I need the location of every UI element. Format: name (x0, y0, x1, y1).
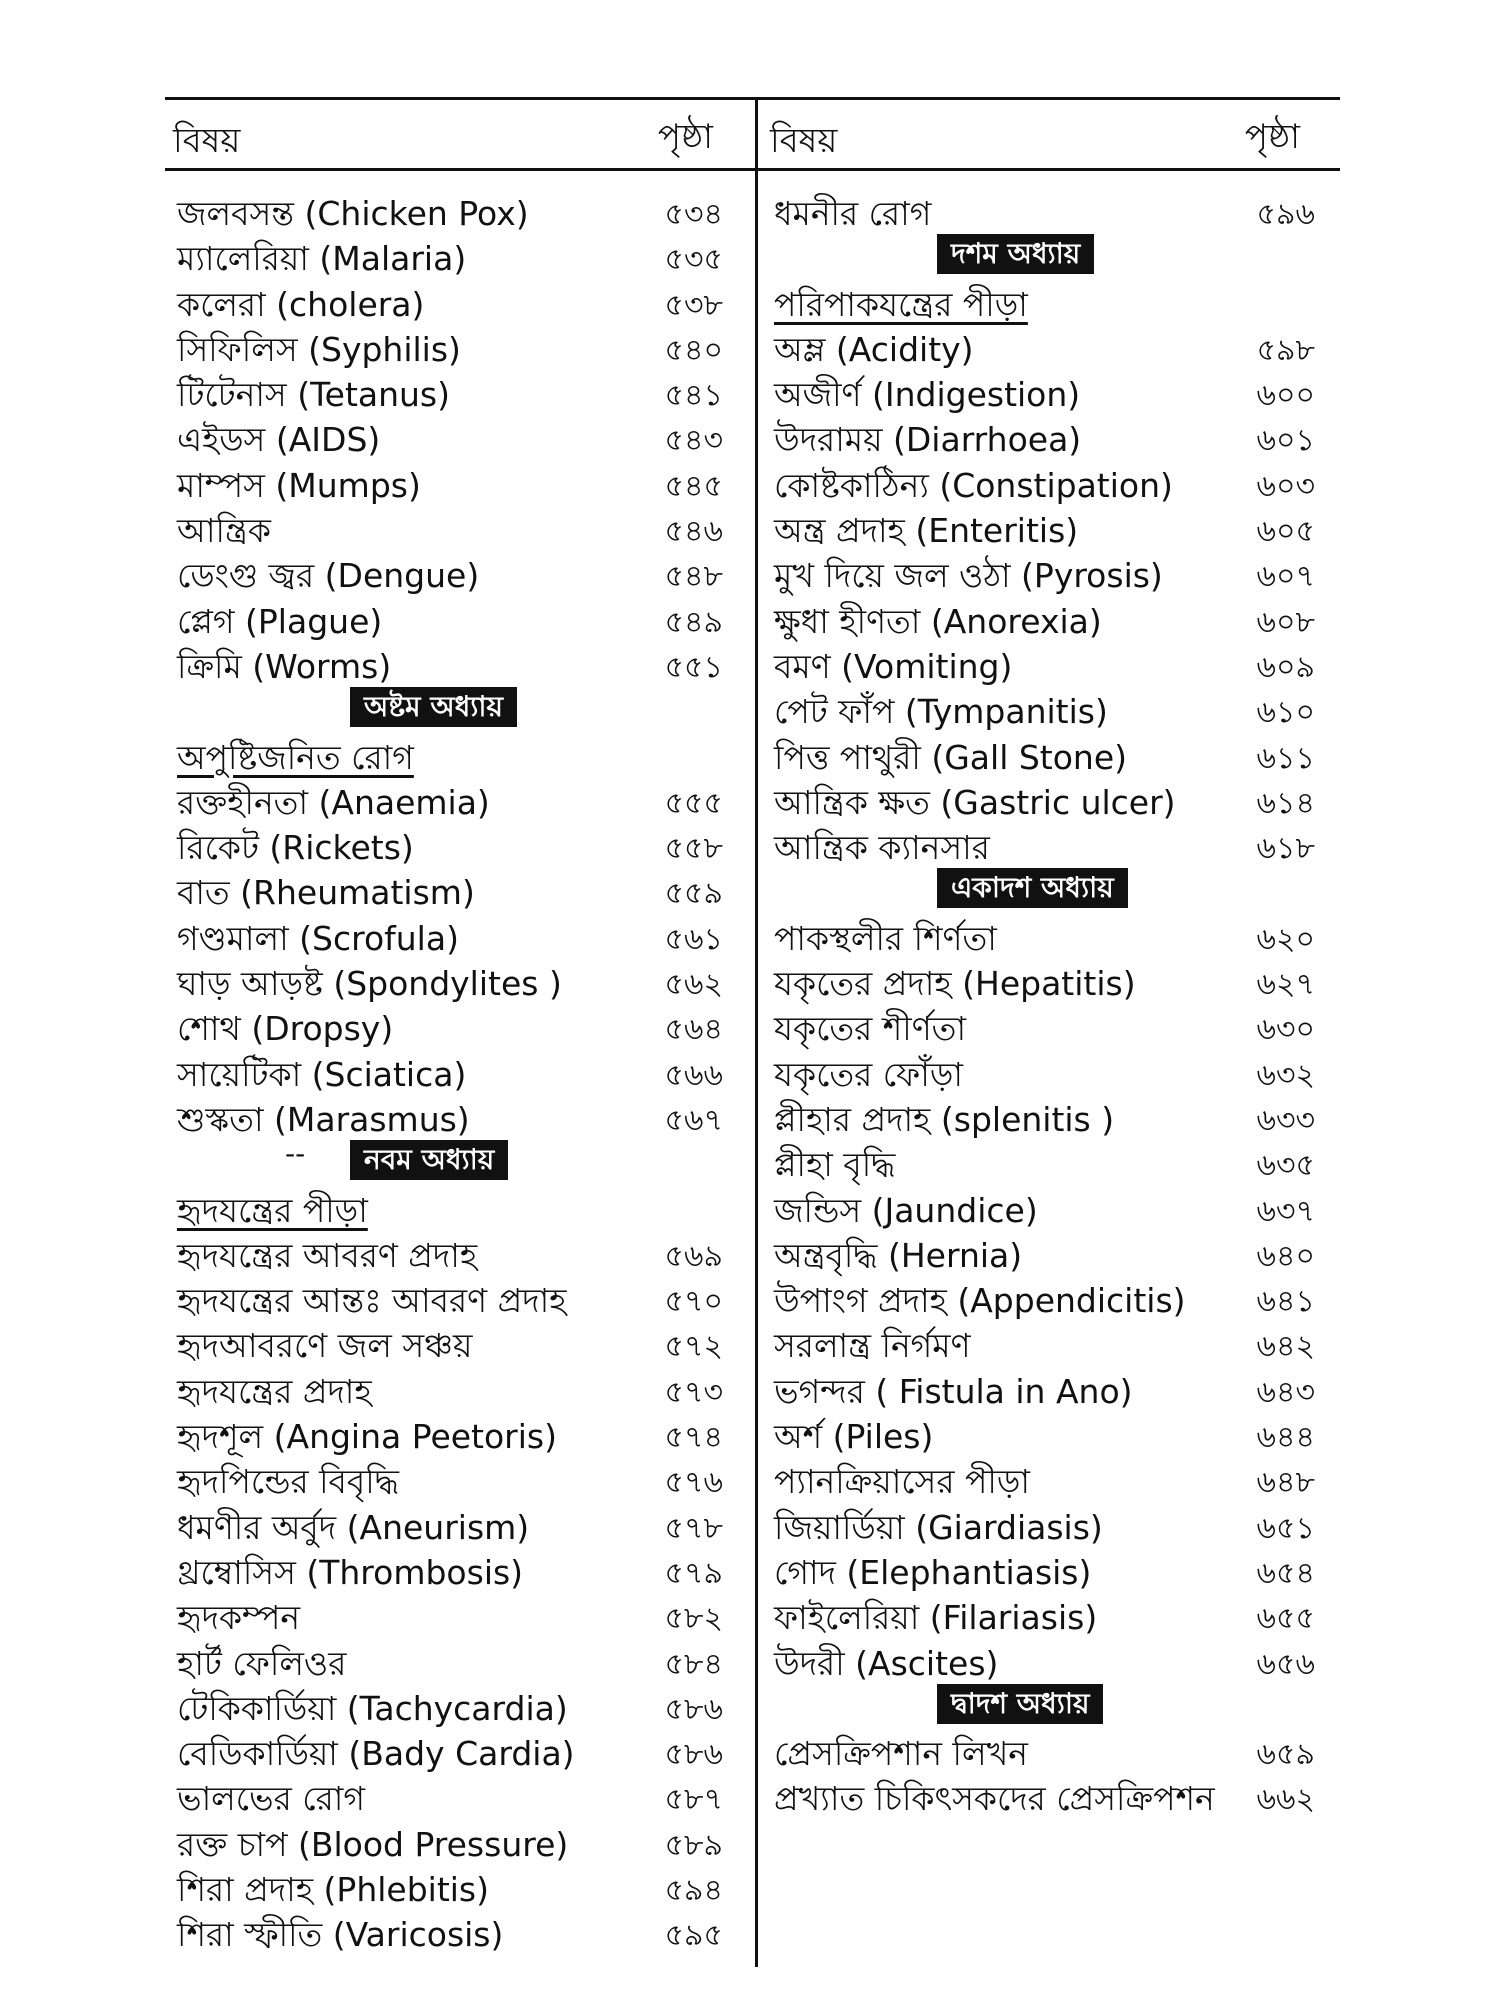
index-entry (762, 1047, 1340, 1092)
entry-page-number: ৫৫৯ (664, 876, 723, 912)
entry-title: উদরাময় (Diarrhoea) (774, 420, 1082, 460)
entry-title: ভগন্দর ( Fistula in Ano) (774, 1371, 1133, 1411)
index-entry (762, 639, 1340, 684)
entry-page-number: ৬২৭ (1256, 967, 1315, 1003)
right-entry-list (762, 186, 1340, 1817)
index-entry (165, 277, 753, 322)
entry-title: যকৃতের প্রদাহ (Hepatitis) (774, 964, 1136, 1004)
index-entry (165, 1862, 753, 1907)
entry-title: ম্যালেরিয়া (Malaria) (177, 239, 467, 279)
index-entry (165, 1907, 753, 1955)
entry-page-number: ৬০৩ (1256, 468, 1315, 504)
entry-page-number: ৬০১ (1256, 423, 1315, 459)
index-entry (165, 458, 753, 503)
entry-page-number: ৫৬৭ (664, 1102, 723, 1138)
entry-page-number: ৬৩৭ (1256, 1193, 1315, 1229)
index-entry (165, 1318, 753, 1366)
entry-page-number: ৬১৪ (1256, 785, 1315, 821)
entry-page-number: ৬৩৫ (1256, 1148, 1315, 1184)
chapter-heading (762, 1681, 1340, 1726)
index-entry (762, 1590, 1340, 1638)
entry-page-number: ৫৪০ (664, 332, 723, 368)
index-entry (165, 1771, 753, 1819)
entry-page-number: ৬৫৫ (1256, 1601, 1315, 1637)
entry-page-number: ৫৮২ (664, 1601, 723, 1637)
index-entry (762, 548, 1340, 596)
entry-page-number: ৫৭০ (664, 1284, 723, 1320)
index-entry (165, 956, 753, 1004)
entry-page-number: ৬৩২ (1256, 1057, 1315, 1093)
index-entry (762, 322, 1340, 367)
entry-page-number: ৫৬৪ (664, 1012, 723, 1048)
entry-title: ভালভের রোগ (177, 1779, 365, 1819)
index-entry (165, 911, 753, 956)
entry-title: আন্ত্রিক (177, 511, 271, 551)
entry-page-number: ৫৪৮ (664, 559, 723, 595)
entry-page-number: ৫৭৬ (664, 1465, 723, 1501)
entry-title: প্লীহা বৃদ্ধি (774, 1145, 896, 1185)
entry-title: ডেংগু জ্বর (Dengue) (177, 556, 480, 596)
index-entry (165, 1228, 753, 1273)
section-heading (165, 1183, 753, 1228)
entry-title: সরলান্ত্র নির্গমণ (774, 1326, 971, 1366)
entry-title: এইডস (AIDS) (177, 420, 381, 460)
entry-title: জন্ডিস (Jaundice) (774, 1190, 1038, 1230)
entry-title: সিফিলিস (Syphilis) (177, 329, 461, 369)
entry-page-number: ৫৫১ (664, 649, 723, 685)
chapter-title: একাদশ অধ্যায় (937, 868, 1128, 908)
dash-mark: -- (285, 1137, 306, 1171)
entry-title: রক্তহীনতা (Anaemia) (177, 782, 490, 822)
entry-title: বাত (Rheumatism) (177, 873, 475, 913)
entry-title: হৃদযন্ত্রের আবরণ প্রদাহ (177, 1235, 478, 1275)
entry-page-number: ৫৮৭ (664, 1782, 723, 1818)
entry-page-number: ৬৩৩ (1256, 1102, 1315, 1138)
index-entry (165, 412, 753, 460)
index-entry (762, 775, 1340, 820)
index-entry (165, 1409, 753, 1457)
entry-title: গণ্ডমালা (Scrofula) (177, 918, 459, 958)
index-entry (762, 1318, 1340, 1366)
index-entry (165, 1092, 753, 1137)
chapter-title: দশম অধ্যায় (937, 234, 1094, 274)
entry-page-number: ৫৮৬ (664, 1737, 723, 1773)
entry-page-number: ৫৪৯ (664, 604, 723, 640)
entry-page-number: ৫৬৯ (664, 1238, 723, 1274)
entry-page-number: ৫৭৯ (664, 1555, 723, 1591)
section-heading (762, 277, 1340, 322)
entry-title: সায়েটিকা (Sciatica) (177, 1054, 467, 1094)
entry-page-number: ৫৭৩ (664, 1374, 723, 1410)
entry-page-number: ৬৪১ (1256, 1284, 1315, 1320)
index-entry (165, 820, 753, 868)
chapter-title: অষ্টম অধ্যায় (350, 687, 517, 727)
entry-title: পাকস্থলীর শির্ণতা (774, 918, 997, 958)
entry-page-number: ৫৮৯ (664, 1827, 723, 1863)
entry-title: পেট ফাঁপ (Tympanitis) (774, 692, 1108, 732)
entry-page-number: ৬২০ (1256, 921, 1315, 957)
index-entry (762, 1726, 1340, 1774)
index-entry (762, 1228, 1340, 1273)
entry-page-number: ৫৪৩ (664, 423, 723, 459)
section-title: হৃদযন্ত্রের পীড়া (177, 1190, 368, 1230)
page-heading: পৃষ্ঠা (657, 117, 713, 157)
entry-page-number: ৫৪১ (664, 378, 723, 414)
entry-title: ধমণীর অর্বুদ (Aneurism) (177, 1507, 530, 1547)
entry-title: অর্শ (Piles) (774, 1417, 934, 1457)
chapter-title: দ্বাদশ অধ্যায় (937, 1684, 1103, 1724)
entry-page-number: ৫৫৫ (664, 785, 723, 821)
entry-title: ক্রিমি (Worms) (177, 646, 392, 686)
entry-page-number: ৬৫৪ (1256, 1555, 1315, 1591)
entry-page-number: ৫৭৪ (664, 1420, 723, 1456)
index-entry (165, 503, 753, 551)
entry-page-number: ৬৪৮ (1256, 1465, 1315, 1501)
entry-page-number: ৫৮৬ (664, 1691, 723, 1727)
entry-title: থ্রম্বোসিস (Thrombosis) (177, 1552, 524, 1592)
index-entry (165, 1817, 753, 1862)
entry-title: হৃদযন্ত্রের আন্তঃ আবরণ প্রদাহ (177, 1281, 567, 1321)
index-entry (762, 1545, 1340, 1590)
entry-title: ধমনীর রোগ (774, 194, 932, 233)
entry-title: পিত্ত পাথুরী (Gall Stone) (774, 737, 1128, 777)
entry-title: হৃদআবরণে জল সঞ্চয় (177, 1326, 473, 1366)
entry-page-number: ৫৯৮ (1256, 332, 1315, 368)
entry-title: শিরা স্ফীতি (Varicosis) (177, 1915, 504, 1955)
right-column (762, 97, 1340, 1817)
index-entry (165, 367, 753, 415)
entry-title: অম্ল (Acidity) (774, 329, 974, 369)
entry-title: টেকিকার্ডিয়া (Tachycardia) (177, 1688, 568, 1728)
entry-title: মাম্পস (Mumps) (177, 465, 421, 505)
left-column-header (165, 97, 753, 168)
entry-title: হৃদকম্পন (177, 1598, 301, 1638)
index-entry (165, 1454, 753, 1502)
entry-page-number: ৫৬১ (664, 921, 723, 957)
index-entry (762, 1092, 1340, 1137)
entry-page-number: ৫৩৪ (664, 197, 723, 232)
index-entry (762, 186, 1340, 231)
index-entry (165, 1726, 753, 1774)
entry-page-number: ৫৩৮ (664, 287, 723, 323)
index-entry (762, 1409, 1340, 1457)
index-entry (762, 1454, 1340, 1502)
index-entry (762, 1183, 1340, 1228)
left-entry-list (165, 186, 753, 1953)
chapter-heading (165, 684, 753, 729)
entry-title: কলেরা (cholera) (177, 284, 425, 324)
entry-title: বমণ (Vomiting) (774, 646, 1013, 686)
entry-title: প্রেসক্রিপশান লিখন (774, 1734, 1028, 1774)
entry-page-number: ৫৬৬ (664, 1057, 723, 1093)
index-entry (762, 594, 1340, 639)
entry-title: প্যানক্রিয়াসের পীড়া (774, 1462, 1030, 1502)
index-entry (165, 1001, 753, 1049)
entry-page-number: ৫৩৫ (664, 242, 723, 278)
index-entry (165, 186, 753, 231)
chapter-heading (762, 231, 1340, 276)
entry-title: আন্ত্রিক ক্ষত (Gastric ulcer) (774, 782, 1176, 822)
index-entry (762, 820, 1340, 868)
entry-page-number: ৬১০ (1256, 695, 1315, 731)
section-title: অপুষ্টিজনিত রোগ (177, 737, 414, 777)
entry-page-number: ৬৫৯ (1256, 1737, 1315, 1773)
index-entry (165, 1636, 753, 1681)
chapter-heading (165, 1137, 753, 1182)
left-column (165, 97, 753, 1953)
entry-page-number: ৫৭৮ (664, 1510, 723, 1546)
entry-page-number: ৬১৮ (1256, 831, 1315, 867)
entry-title: শিরা প্রদাহ (Phlebitis) (177, 1869, 489, 1909)
index-entry (165, 1364, 753, 1409)
entry-title: প্লীহার প্রদাহ (splenitis ) (774, 1099, 1115, 1139)
column-divider (755, 97, 758, 1967)
entry-title: প্লেগ (Plague) (177, 601, 383, 641)
entry-page-number: ৫৪৫ (664, 468, 723, 504)
entry-page-number: ৫৯৬ (1256, 197, 1315, 232)
entry-page-number: ৬১১ (1256, 740, 1315, 776)
entry-title: রিকেট (Rickets) (177, 828, 414, 868)
index-entry (165, 1047, 753, 1092)
index-entry (165, 231, 753, 279)
entry-page-number: ৬৫১ (1256, 1510, 1315, 1546)
chapter-title: নবম অধ্যায় (350, 1140, 508, 1180)
subject-heading: বিষয় (770, 121, 838, 161)
index-entry (762, 458, 1340, 503)
subject-heading: বিষয় (173, 121, 241, 161)
index-entry (165, 865, 753, 913)
section-title: পরিপাকযন্ত্রের পীড়া (774, 284, 1028, 324)
index-entry (165, 1545, 753, 1590)
entry-title: জলবসন্ত (Chicken Pox) (177, 194, 529, 233)
entry-page-number: ৫৮৪ (664, 1646, 723, 1682)
page-heading: পৃষ্ঠা (1244, 117, 1300, 157)
index-entry (165, 1273, 753, 1321)
entry-page-number: ৬০৮ (1256, 604, 1315, 640)
index-entry (165, 1590, 753, 1638)
entry-title: যকৃতের ফোঁড়া (774, 1054, 963, 1094)
entry-page-number: ৫৭২ (664, 1329, 723, 1365)
entry-title: ফাইলেরিয়া (Filariasis) (774, 1598, 1098, 1638)
index-entry (762, 1001, 1340, 1049)
entry-page-number: ৬৪০ (1256, 1238, 1315, 1274)
entry-title: উপাংগ প্রদাহ (Appendicitis) (774, 1281, 1186, 1321)
index-entry (762, 1636, 1340, 1681)
index-entry (762, 730, 1340, 775)
entry-page-number: ৬৪২ (1256, 1329, 1315, 1365)
entry-page-number: ৫৫৮ (664, 831, 723, 867)
entry-title: যকৃতের শীর্ণতা (774, 1009, 967, 1049)
entry-page-number: ৬৪৪ (1256, 1420, 1315, 1456)
entry-title: মুখ দিয়ে জল ওঠা (Pyrosis) (774, 556, 1163, 596)
index-entry (165, 548, 753, 596)
index-entry (165, 594, 753, 639)
index-entry (165, 1500, 753, 1545)
index-entry (165, 639, 753, 684)
index-entry (762, 956, 1340, 1004)
entry-title: হৃদযন্ত্রের প্রদাহ (177, 1371, 372, 1411)
index-entry (762, 412, 1340, 460)
entry-page-number: ৬০০ (1256, 378, 1315, 414)
index-entry (762, 1273, 1340, 1321)
index-entry (165, 322, 753, 367)
index-entry (165, 775, 753, 820)
entry-title: অন্ত্র প্রদাহ (Enteritis) (774, 511, 1079, 551)
index-entry (762, 1500, 1340, 1545)
index-entry (762, 1364, 1340, 1409)
entry-page-number: ৬০৭ (1256, 559, 1315, 595)
index-entry (762, 1771, 1340, 1819)
entry-page-number: ৬৩০ (1256, 1012, 1315, 1048)
entry-title: হার্ট ফেলিওর (177, 1643, 347, 1683)
entry-title: শোথ (Dropsy) (177, 1009, 394, 1049)
entry-page-number: ৫৬২ (664, 967, 723, 1003)
entry-page-number: ৬৬২ (1256, 1782, 1315, 1818)
entry-page-number: ৬০৫ (1256, 514, 1315, 550)
index-entry (762, 1137, 1340, 1185)
entry-title: হৃদশূল (Angina Peetoris) (177, 1417, 557, 1457)
entry-title: গোদ (Elephantiasis) (774, 1552, 1092, 1592)
entry-page-number: ৬৪৩ (1256, 1374, 1315, 1410)
chapter-heading (762, 865, 1340, 910)
entry-title: বেডিকার্ডিয়া (Bady Cardia) (177, 1734, 575, 1774)
entry-page-number: ৫৯৪ (664, 1872, 723, 1908)
entry-title: প্রখ্যাত চিকিৎসকদের প্রেসক্রিপশন (774, 1779, 1215, 1819)
index-entry (762, 367, 1340, 415)
index-entry (762, 503, 1340, 551)
entry-title: শুস্কতা (Marasmus) (177, 1099, 470, 1139)
entry-title: উদরী (Ascites) (774, 1643, 999, 1683)
index-entry (165, 1681, 753, 1726)
entry-title: হৃদপিন্ডের বিবৃদ্ধি (177, 1462, 399, 1502)
entry-title: অন্ত্রবৃদ্ধি (Hernia) (774, 1235, 1023, 1275)
entry-page-number: ৫৯৫ (664, 1918, 723, 1954)
section-heading (165, 730, 753, 775)
entry-page-number: ৬৫৬ (1256, 1646, 1315, 1682)
entry-page-number: ৫৪৬ (664, 514, 723, 550)
entry-title: জিয়ার্ডিয়া (Giardiasis) (774, 1507, 1103, 1547)
entry-title: ঘাড় আড়ষ্ট (Spondylites ) (177, 964, 562, 1004)
entry-title: ক্ষুধা হীণতা (Anorexia) (774, 601, 1102, 641)
entry-title: রক্ত চাপ (Blood Pressure) (177, 1824, 569, 1864)
entry-title: টিটেনাস (Tetanus) (177, 375, 451, 415)
entry-title: আন্ত্রিক ক্যানসার (774, 828, 990, 868)
right-column-header (762, 97, 1340, 168)
entry-title: অজীর্ণ (Indigestion) (774, 375, 1081, 415)
entry-page-number: ৬০৯ (1256, 649, 1315, 685)
index-entry (762, 911, 1340, 956)
index-entry (762, 684, 1340, 732)
entry-title: কোষ্টকাঠিন্য (Constipation) (774, 465, 1173, 505)
